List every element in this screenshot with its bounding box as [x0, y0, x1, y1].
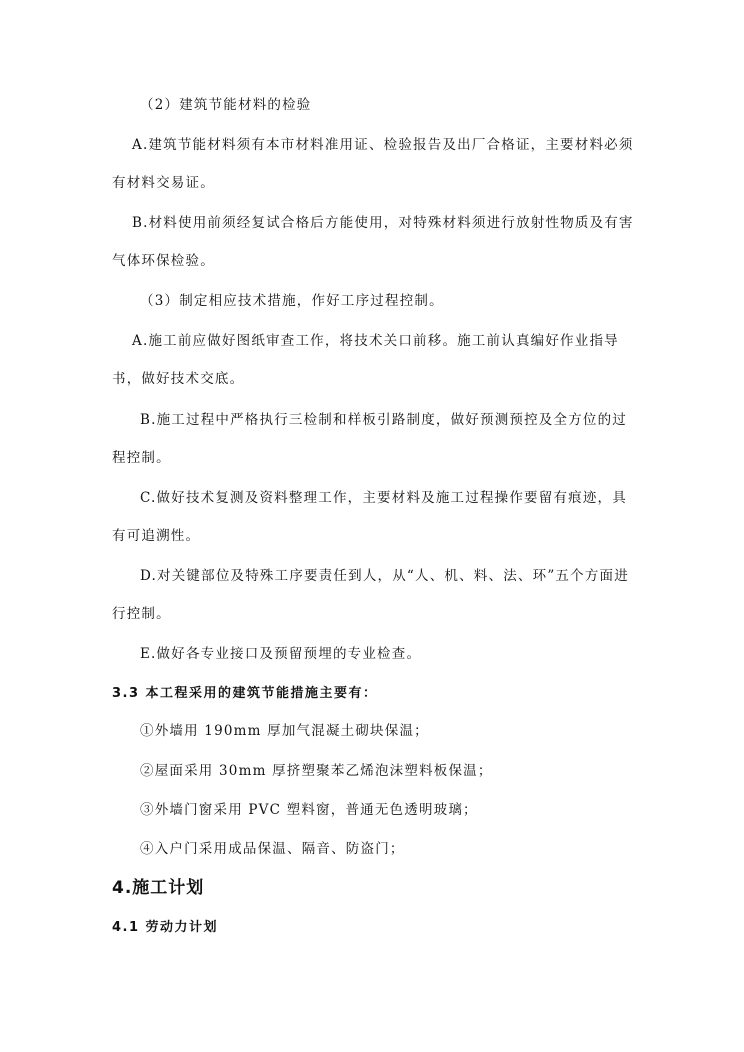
measure-item-1: ①外墙用 190mm 厚加气混凝土砌块保温；	[140, 723, 429, 739]
section-3-item-a: A.施工前应做好图纸审查工作，将技术关口前移。施工前认真编好作业指导书，做好技术交底。	[112, 333, 619, 387]
section-4-1-heading: 4.1 劳动力计划	[112, 920, 219, 935]
section-3-item-c: C.做好技术复测及资料整理工作，主要材料及施工过程操作要留有痕迹，具有可追溯性。	[112, 490, 627, 544]
chapter-4-heading: 4.施工计划	[112, 878, 205, 898]
section-3-item-d: D.对关键部位及特殊工序要责任到人，从“人、机、料、法、环”五个方面进行控制。	[112, 568, 629, 622]
section-3-item-b: B.施工过程中严格执行三检制和样板引路制度，做好预测预控及全方位的过程控制。	[112, 412, 628, 466]
measure-item-2: ②屋面采用 30mm 厚挤塑聚苯乙烯泡沫塑料板保温；	[140, 763, 493, 779]
section-3-item-e: E.做好各专业接口及预留预埋的专业检查。	[140, 646, 422, 662]
section-3-heading: （3）制定相应技术措施，作好工序过程控制。	[140, 293, 444, 309]
section-2-item-b: B.材料使用前须经复试合格后方能使用，对特殊材料须进行放射性物质及有害气体环保检验。	[112, 215, 634, 269]
measure-item-3: ③外墙门窗采用 PVC 塑料窗，普通无色透明玻璃；	[140, 802, 478, 818]
section-3-3-heading: 3.3 本工程采用的建筑节能措施主要有：	[112, 686, 378, 701]
section-2-heading: （2）建筑节能材料的检验	[140, 97, 312, 113]
measure-item-4: ④入户门采用成品保温、隔音、防盗门；	[140, 841, 405, 857]
section-2-item-a: A.建筑节能材料须有本市材料准用证、检验报告及出厂合格证，主要材料必须有材料交易证。	[112, 137, 634, 191]
